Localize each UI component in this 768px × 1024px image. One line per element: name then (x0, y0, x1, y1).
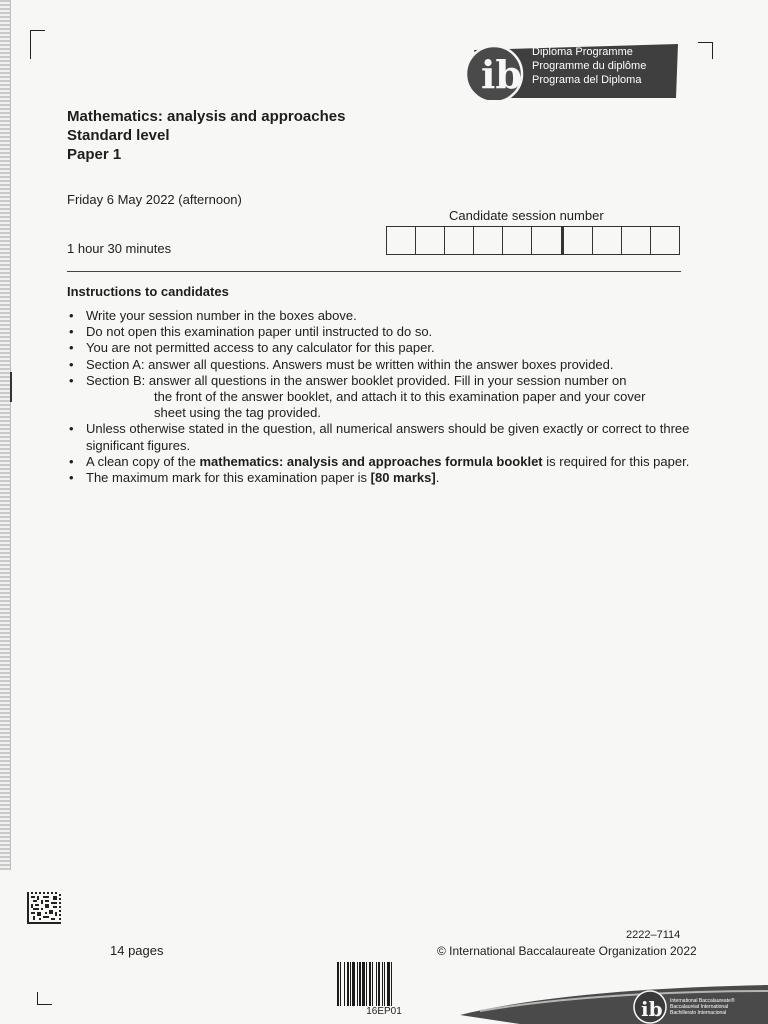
barcode-bar (359, 962, 361, 1006)
header-divider (67, 271, 681, 272)
barcode-bar (357, 962, 358, 1006)
instruction-text: A clean copy of the (86, 453, 200, 469)
instruction-item (67, 470, 692, 486)
instruction-text: Write your session number in the boxes above. (86, 308, 357, 323)
ib-footer-mark: ib (641, 997, 663, 1021)
exam-title (67, 107, 345, 164)
barcode-bar (376, 962, 377, 1006)
max-marks-emphasis: [80 marks] (370, 470, 436, 486)
instruction-text: You are not permitted access to any calculator for this paper. (86, 340, 435, 356)
session-digit-box[interactable] (387, 227, 416, 254)
session-digit-box[interactable] (564, 227, 593, 254)
barcode-bar (347, 962, 349, 1006)
instruction-text: Unless otherwise stated in the question, all numerical answers should be given exactly or correct to three significant figures. (86, 421, 690, 453)
session-digit-box[interactable] (651, 227, 679, 254)
crop-mark-bottom-left (37, 992, 52, 1005)
instruction-text: Do not open this examination paper until instructed to do so. (86, 324, 433, 340)
ib-line-fr: Programme du diplôme (532, 60, 647, 72)
barcode-bar (378, 962, 380, 1006)
binding-strip (0, 0, 11, 870)
instruction-text: Section A: answer all questions. Answers must be written within the answer boxes provided. (86, 356, 614, 372)
barcode-bar (384, 962, 385, 1006)
bullet-icon: • (69, 421, 74, 437)
barcode-bar (344, 962, 345, 1006)
ib-footer-names (670, 998, 735, 1016)
session-digit-box[interactable] (445, 227, 474, 254)
instruction-item (67, 373, 692, 422)
crop-mark-top-right (698, 42, 713, 59)
instruction-text: The maximum mark for this examination paper is (86, 470, 371, 486)
session-digit-box[interactable] (622, 227, 651, 254)
ib-footer-line-en: International Baccalaureate® (670, 998, 735, 1004)
level-title: Standard level (67, 127, 170, 144)
instruction-item (67, 324, 692, 340)
instruction-text-continued: the front of the answer booklet, and attach it to this examination paper and your cover (154, 389, 646, 405)
bullet-icon: • (69, 470, 74, 486)
instruction-item (67, 421, 692, 453)
candidate-session-number-boxes[interactable] (386, 226, 680, 255)
session-digit-box[interactable] (416, 227, 445, 254)
bullet-icon: • (69, 340, 74, 356)
instruction-item (67, 357, 692, 373)
barcode-bar (352, 962, 355, 1006)
ib-programme-names (532, 45, 682, 87)
page-count: 14 pages (110, 943, 164, 958)
bullet-icon: • (69, 356, 74, 372)
binding-mark (10, 372, 12, 402)
exam-duration: 1 hour 30 minutes (67, 241, 172, 256)
candidate-session-label: Candidate session number (449, 208, 604, 223)
subject-title: Mathematics: analysis and approaches (67, 108, 346, 125)
copyright-notice: © International Baccalaureate Organization 2022 (437, 944, 697, 958)
barcode-bar (366, 962, 367, 1006)
barcode-bar (387, 962, 390, 1006)
barcode-icon (336, 962, 428, 1006)
bullet-icon: • (69, 308, 74, 323)
barcode-bar (362, 962, 365, 1006)
barcode-bar (337, 962, 339, 1006)
ib-footer-line-fr: Baccalauréat International (670, 1004, 729, 1010)
ib-line-es: Programa del Diploma (532, 74, 642, 86)
barcode-bar (340, 962, 341, 1006)
barcode-bar (382, 962, 383, 1006)
exam-date: Friday 6 May 2022 (afternoon) (67, 192, 242, 207)
formula-booklet-emphasis: mathematics: analysis and approaches formula booklet (199, 453, 543, 469)
session-digit-box[interactable] (532, 227, 563, 254)
bullet-icon: • (69, 453, 74, 469)
barcode-bar (369, 962, 371, 1006)
instruction-text: Section B: answer all questions in the answer booklet provided. Fill in your session number on (86, 372, 627, 388)
instruction-text-continued: sheet using the tag provided. (154, 405, 321, 421)
instructions-list (67, 308, 692, 486)
barcode-bar (391, 962, 392, 1006)
barcode-label: 16EP01 (366, 1006, 402, 1017)
barcode-bar (372, 962, 373, 1006)
ib-logo-mark: ib (481, 52, 523, 97)
matrix-code-icon (27, 892, 61, 924)
instruction-item (67, 454, 692, 470)
session-digit-box[interactable] (503, 227, 532, 254)
barcode-bar (350, 962, 351, 1006)
session-digit-box[interactable] (474, 227, 503, 254)
paper-code: 2222–7114 (626, 929, 681, 941)
crop-mark-top-left (30, 30, 45, 59)
bullet-icon: • (69, 372, 74, 388)
instruction-text: . (435, 470, 440, 486)
session-digit-box[interactable] (593, 227, 622, 254)
paper-title: Paper 1 (67, 146, 122, 163)
instruction-text: is required for this paper. (542, 453, 690, 469)
instruction-item (67, 308, 692, 324)
bullet-icon: • (69, 324, 74, 340)
instructions-heading: Instructions to candidates (67, 284, 229, 299)
ib-footer-line-es: Bachillerato Internacional (670, 1010, 727, 1016)
instruction-item (67, 340, 692, 356)
ib-line-en: Diploma Programme (532, 46, 633, 58)
